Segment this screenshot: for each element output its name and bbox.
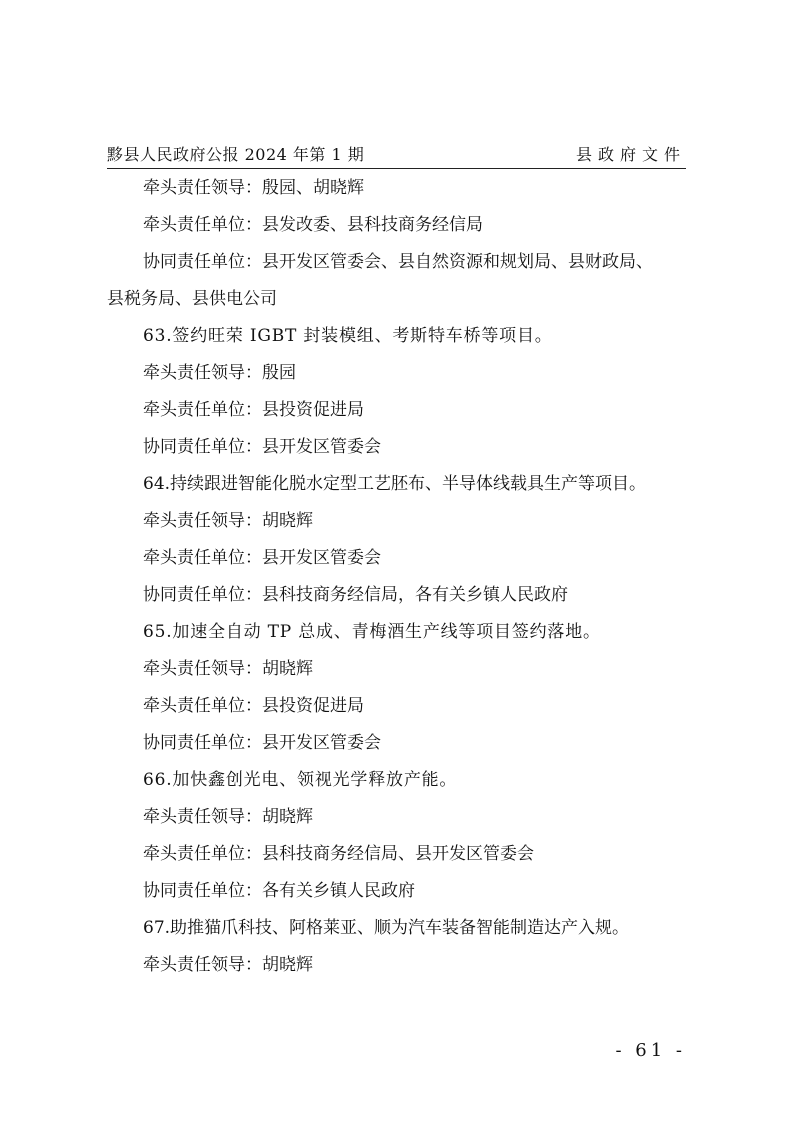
text-line: 牵头责任领导：胡晓辉 <box>143 659 313 679</box>
text-line: 协同责任单位：各有关乡镇人民政府 <box>143 881 415 901</box>
item-heading: 65.加速全自动 TP 总成、青梅酒生产线等项目签约落地。 <box>143 622 601 642</box>
text-line: 牵头责任单位：县投资促进局 <box>143 696 364 716</box>
text-line: 牵头责任领导：殷园、胡晓辉 <box>143 178 364 198</box>
text-line: 协同责任单位：县开发区管委会 <box>143 733 381 753</box>
page-number: - 61 - <box>615 1040 686 1061</box>
document-body <box>107 170 692 984</box>
text-line: 协同责任单位：县科技商务经信局，各有关乡镇人民政府 <box>143 585 568 605</box>
text-line: 县税务局、县供电公司 <box>107 289 277 309</box>
item-heading: 63.签约旺荣 IGBT 封装模组、考斯特车桥等项目。 <box>143 326 553 346</box>
text-line: 协同责任单位：县开发区管委会 <box>143 437 381 457</box>
text-line: 牵头责任单位：县开发区管委会 <box>143 548 381 568</box>
text-line: 牵头责任单位：县投资促进局 <box>143 400 364 420</box>
page-header <box>107 138 686 168</box>
item-heading: 67.助推猫爪科技、阿格莱亚、顺为汽车装备智能制造达产入规。 <box>143 918 630 938</box>
item-heading: 64.持续跟进智能化脱水定型工艺胚布、半导体线载具生产等项目。 <box>143 474 647 494</box>
text-line: 牵头责任领导：胡晓辉 <box>143 511 313 531</box>
text-line: 牵头责任单位：县发改委、县科技商务经信局 <box>143 215 483 235</box>
header-rule <box>107 168 686 169</box>
text-line: 牵头责任单位：县科技商务经信局、县开发区管委会 <box>143 844 534 864</box>
item-heading: 66.加快鑫创光电、领视光学释放产能。 <box>143 770 458 790</box>
text-line: 牵头责任领导：殷园 <box>143 363 296 383</box>
bulletin-title: 黟县人民政府公报 2024 年第 1 期 <box>107 145 365 164</box>
text-line: 牵头责任领导：胡晓辉 <box>143 807 313 827</box>
text-line: 协同责任单位：县开发区管委会、县自然资源和规划局、县财政局、 <box>143 252 653 272</box>
text-line: 牵头责任领导：胡晓辉 <box>143 955 313 975</box>
section-title: 县政府文件 <box>575 145 686 164</box>
